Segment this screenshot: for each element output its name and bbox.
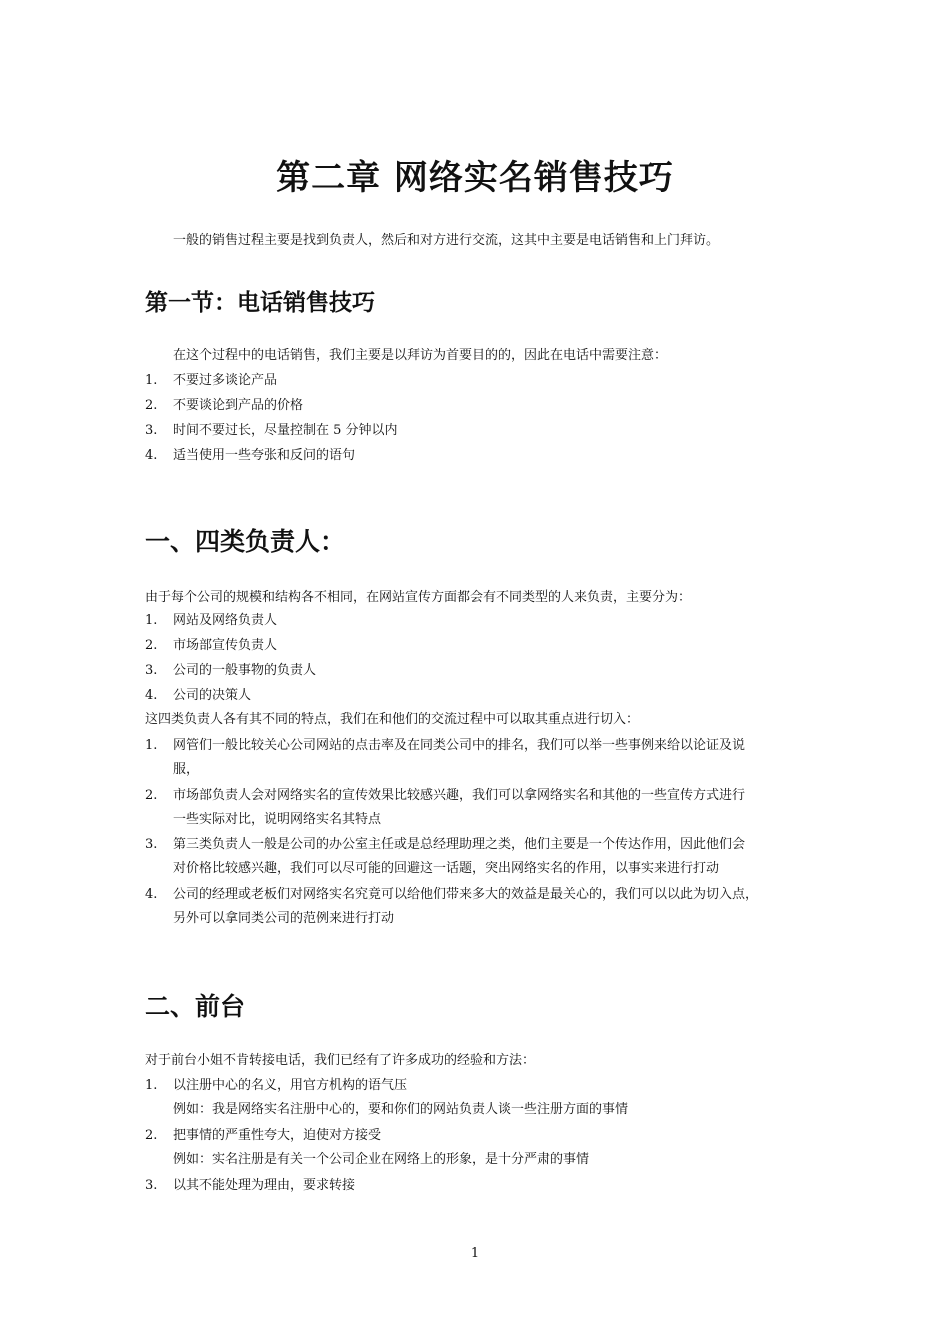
part1-heading: 一、四类负责人： [145,527,346,556]
list-number: 1. [145,738,158,753]
part1-intro: 由于每个公司的规模和结构各不相同，在网站宣传方面都会有不同类型的人来负责，主要分为： [145,590,692,605]
list-text: 适当使用一些夸张和反问的语句 [173,448,356,463]
list-text-continued: 另外可以拿同类公司的范例来进行打动 [173,911,395,926]
list-number: 3. [145,663,158,678]
list-number: 3. [145,837,158,852]
list-number: 1. [145,373,158,388]
list-text: 时间不要过长，尽量控制在 5 分钟以内 [173,423,398,438]
list-number: 2. [145,398,158,413]
list-text: 公司的决策人 [173,688,252,703]
list-text-continued: 对价格比较感兴趣，我们可以尽可能的回避这一话题，突出网络实名的作用，以事实来进行打动 [173,861,720,876]
list-text: 不要过多谈论产品 [173,373,278,388]
list-text: 把事情的严重性夸大，迫使对方接受 [173,1128,382,1143]
list-number: 4. [145,887,158,902]
part1-intro2: 这四类负责人各有其不同的特点，我们在和他们的交流过程中可以取其重点进行切入： [145,712,640,727]
list-number: 3. [145,423,158,438]
list-number: 2. [145,638,158,653]
list-text: 网站及网络负责人 [173,613,278,628]
part2-heading: 二、前台 [145,992,246,1021]
list-number: 4. [145,448,158,463]
list-number: 1. [145,613,158,628]
list-text: 以注册中心的名义，用官方机构的语气压 [173,1078,408,1093]
page-number: 1 [470,1246,480,1261]
list-number: 2. [145,1128,158,1143]
list-text: 第三类负责人一般是公司的办公室主任或是总经理助理之类，他们主要是一个传达作用，因此他们会 [173,837,746,852]
section1-intro: 在这个过程中的电话销售，我们主要是以拜访为首要目的的，因此在电话中需要注意： [173,348,668,363]
list-text: 市场部宣传负责人 [173,638,278,653]
list-number: 3. [145,1178,158,1193]
list-text-continued: 一些实际对比，说明网络实名其特点 [173,812,382,827]
list-number: 1. [145,1078,158,1093]
list-text-continued: 服， [173,762,200,777]
chapter-title: 第二章 网络实名销售技巧 [276,158,674,198]
list-text: 网管们一般比较关心公司网站的点击率及在同类公司中的排名，我们可以举一些事例来给以论证及说 [173,738,746,753]
chapter-intro: 一般的销售过程主要是找到负责人，然后和对方进行交流，这其中主要是电话销售和上门拜访。 [173,233,720,248]
list-text: 市场部负责人会对网络实名的宣传效果比较感兴趣，我们可以拿网络实名和其他的一些宣传方式进行 [173,788,746,803]
list-number: 2. [145,788,158,803]
list-number: 4. [145,688,158,703]
list-example: 例如：实名注册是有关一个公司企业在网络上的形象，是十分严肃的事情 [173,1152,590,1167]
list-text: 不要谈论到产品的价格 [173,398,304,413]
list-example: 例如：我是网络实名注册中心的，要和你们的网站负责人谈一些注册方面的事情 [173,1102,629,1117]
list-text: 以其不能处理为理由，要求转接 [173,1178,356,1193]
list-text: 公司的经理或老板们对网络实名究竟可以给他们带来多大的效益是最关心的，我们可以以此为切入点， [173,887,759,902]
part2-intro: 对于前台小姐不肯转接电话，我们已经有了许多成功的经验和方法： [145,1053,536,1068]
list-text: 公司的一般事物的负责人 [173,663,317,678]
section1-heading: 第一节：电话销售技巧 [145,290,375,316]
